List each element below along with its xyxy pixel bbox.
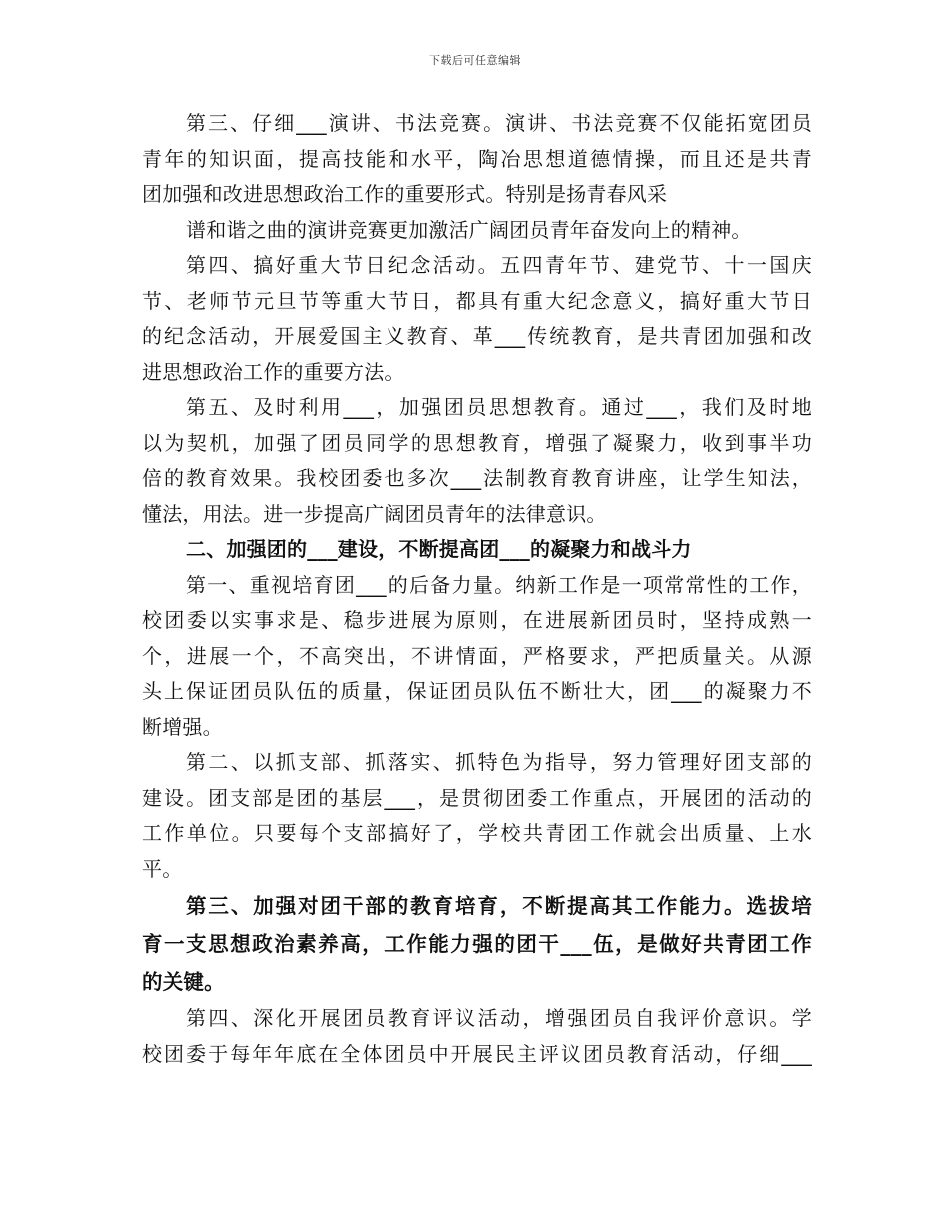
- text-line: 倍的教育效果。我校团委也多次___法制教育教育讲座，让学生知法，: [142, 466, 812, 490]
- bold-text-line: 育一支思想政治素养高，工作能力强的团干___伍，是做好共青团工作: [142, 932, 812, 956]
- text-line: 的纪念活动，开展爱国主义教育、革___传统教育，是共青团加强和改: [142, 324, 812, 348]
- text-line: 青年的知识面，提高技能和水平，陶冶思想道德情操，而且还是共青: [142, 146, 812, 171]
- text-line: 第四、深化开展团员教育评议活动，增强团员自我评价意识。学: [186, 1006, 812, 1030]
- page-header: 下载后可任意编辑: [429, 54, 521, 67]
- text-line: 第五、及时利用___，加强团员思想教育。通过___，我们及时地: [186, 395, 812, 419]
- text-line: 第四、搞好重大节日纪念活动。五四青年节、建党节、十一国庆: [186, 253, 812, 277]
- text-line: 头上保证团员队伍的质量，保证团员队伍不断壮大，团___的凝聚力不: [142, 679, 812, 703]
- text-line: 校团委于每年年底在全体团员中开展民主评议团员教育活动，仔细___: [142, 1041, 812, 1066]
- text-line: 工作单位。只要每个支部搞好了，学校共青团工作就会出质量、上水: [142, 821, 812, 845]
- text-line: 第三、仔细___演讲、书法竞赛。演讲、书法竞赛不仅能拓宽团员: [186, 111, 812, 135]
- text-line: 平。: [142, 856, 183, 881]
- text-line: 进思想政治工作的重要方法。: [142, 359, 405, 384]
- text-line: 懂法，用法。进一步提高广阔团员青年的法律意识。: [142, 501, 607, 526]
- text-line: 建设。团支部是团的基层___，是贯彻团委工作重点，开展团的活动的: [142, 785, 812, 810]
- text-line: 以为契机，加强了团员同学的思想教育，增强了凝聚力，收到事半功: [142, 430, 812, 455]
- text-line: 谱和谐之曲的演讲竞赛更加激活广阔团员青年奋发向上的精神。: [186, 217, 752, 242]
- text-line: 第二、以抓支部、抓落实、抓特色为指导，努力管理好团支部的: [186, 750, 812, 774]
- bold-text-line: 第三、加强对团干部的教育培育，不断提高其工作能力。选拔培: [186, 894, 812, 918]
- document-body: [142, 106, 812, 1072]
- text-line: 第一、重视培育团___的后备力量。纳新工作是一项常常性的工作，: [186, 572, 812, 597]
- text-line: 个，进展一个，不高突出，不讲情面，严格要求，严把质量关。从源: [142, 643, 812, 668]
- bold-text-line: 的关键。: [142, 970, 225, 994]
- text-line: 团加强和改进思想政治工作的重要形式。特别是扬青春风采: [142, 182, 668, 206]
- text-line: 节、老师节元旦节等重大节日，都具有重大纪念意义，搞好重大节日: [142, 288, 812, 313]
- text-line: 断增强。: [142, 714, 223, 739]
- section-heading: 二、加强团的___建设，不断提高团___的凝聚力和战斗力: [186, 537, 692, 561]
- text-line: 校团委以实事求是、稳步进展为原则，在进展新团员时，坚持成熟一: [142, 608, 812, 632]
